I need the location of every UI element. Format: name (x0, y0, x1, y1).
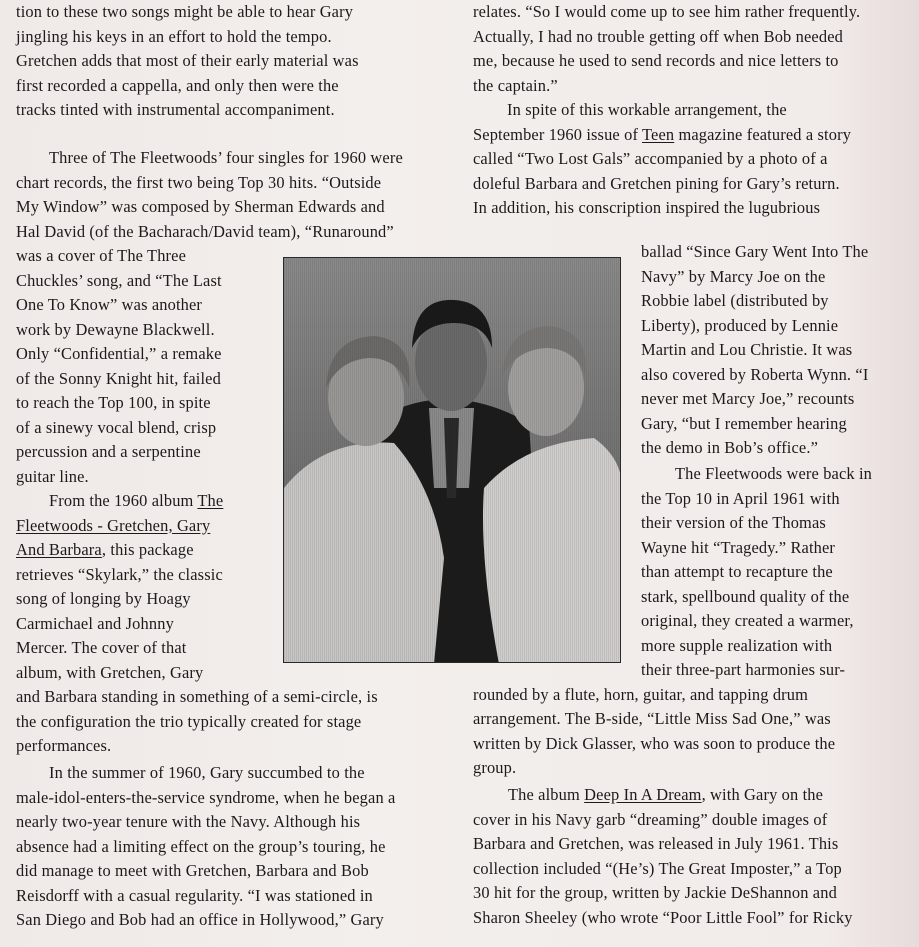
text-line: Hal David (of the Bacharach/David team), “Runaround” (16, 221, 394, 241)
text-line: more supple realization with (641, 635, 833, 655)
text-line: Navy” by Marcy Joe on the (641, 266, 826, 286)
text-line: absence had a limiting effect on the group’s touring, he (16, 836, 386, 856)
text-line: album, with Gretchen, Gary (16, 662, 204, 682)
band-photo (283, 257, 621, 663)
text-line: Wayne hit “Tragedy.” Rather (641, 537, 836, 557)
text-line: Mercer. The cover of that (16, 638, 187, 657)
text-line: male-idol-enters-the-service syndrome, when he began a (16, 787, 396, 807)
text-line: guitar line. (16, 466, 89, 486)
text-line: tracks tinted with instrumental accompaniment. (16, 100, 335, 119)
text-line: In spite of this workable arrangement, the (507, 100, 787, 119)
text-line: did manage to meet with Gretchen, Barbara and Bob (16, 861, 369, 880)
text-line: percussion and a serpentine (16, 442, 201, 461)
text-line (16, 538, 194, 563)
text-line: San Diego and Bob had an office in Hollywood,” Gary (16, 910, 384, 929)
album-title: And Barbara (16, 540, 102, 559)
text-line: relates. “So I would come up to see him rather frequently. (473, 2, 861, 21)
text-fragment: , with Gary on the (701, 785, 824, 804)
text-line: jingling his keys in an effort to hold the tempo. (16, 26, 332, 46)
text-line: first recorded a cappella, and only then were the (16, 75, 339, 95)
text-line (473, 123, 851, 148)
text-line: collection included “(He’s) The Great Imposter,” a Top (473, 858, 842, 878)
text-line: called “Two Lost Gals” accompanied by a photo of a (473, 149, 828, 168)
text-line: Only “Confidential,” a remake (16, 344, 222, 363)
album-title: The (197, 491, 224, 510)
text-line: Liberty), produced by Lennie (641, 315, 839, 335)
text-line: Chuckles’ song, and “The Last (16, 270, 222, 290)
text-line: Robbie label (distributed by (641, 291, 829, 310)
text-line: rounded by a flute, horn, guitar, and tapping drum (473, 684, 809, 704)
text-line: nearly two-year tenure with the Navy. Although his (16, 812, 361, 831)
text-line: Actually, I had no trouble getting off when Bob needed (473, 26, 843, 46)
text-line: also covered by Roberta Wynn. “I (641, 364, 869, 384)
text-line: of a sinewy vocal blend, crisp (16, 417, 217, 437)
text-line: than attempt to recapture the (641, 562, 833, 581)
text-line: song of longing by Hoagy (16, 589, 191, 608)
text-line: was a cover of The Three (16, 246, 187, 265)
text-line: doleful Barbara and Gretchen pining for Gary’s return. (473, 173, 840, 193)
text-line: never met Marcy Joe,” recounts (641, 389, 855, 408)
text-line: ballad “Since Gary Went Into The (641, 242, 869, 261)
text-fragment: this package (110, 540, 194, 559)
text-line: Barbara and Gretchen, was released in July 1961. This (473, 834, 839, 853)
album-title: Deep In A Dream (584, 785, 702, 804)
album-title: Fleetwoods - Gretchen, Gary (16, 515, 211, 535)
text-line: tion to these two songs might be able to hear Gary (16, 2, 354, 21)
text-line: the demo in Bob’s office.” (641, 438, 819, 457)
text-line: the Top 10 in April 1961 with (641, 488, 840, 508)
text-line: work by Dewayne Blackwell. (16, 319, 215, 339)
text-line: In addition, his conscription inspired the lugubrious (473, 198, 821, 217)
text-line (49, 489, 223, 514)
text-line: chart records, the first two being Top 30 hits. “Outside (16, 172, 382, 192)
band-photo-illustration (284, 258, 621, 663)
text-line: In the summer of 1960, Gary succumbed to the (49, 763, 365, 782)
text-line: to reach the Top 100, in spite (16, 393, 211, 412)
text-line: original, they created a warmer, (641, 611, 854, 630)
text-line: me, because he used to send records and nice letters to (473, 51, 839, 70)
text-line (508, 783, 823, 808)
text-line: their version of the Thomas (641, 513, 826, 532)
text-fragment: From the 1960 album (49, 491, 198, 510)
text-line: written by Dick Glasser, who was soon to produce the (473, 733, 836, 753)
text-fragment: September 1960 issue of (473, 124, 643, 144)
text-line: Carmichael and Johnny (16, 613, 174, 633)
text-line: cover in his Navy garb “dreaming” double images of (473, 809, 828, 829)
text-line: Gary, “but I remember hearing (641, 413, 847, 433)
text-fragment: The album (508, 785, 585, 804)
magazine-title: Teen (642, 124, 675, 144)
text-line: Sharon Sheeley (who wrote “Poor Little Fool” for Ricky (473, 907, 853, 927)
text-line: group. (473, 758, 517, 777)
text-line: Three of The Fleetwoods’ four singles for 1960 were (49, 148, 403, 167)
text-line: 30 hit for the group, written by Jackie DeShannon and (473, 883, 837, 902)
text-line: retrieves “Skylark,” the classic (16, 564, 223, 584)
text-fragment: , (101, 540, 111, 559)
text-line: Reisdorff with a casual regularity. “I was stationed in (16, 885, 373, 905)
text-line: stark, spellbound quality of the (641, 586, 850, 606)
text-line: My Window” was composed by Sherman Edwards and (16, 197, 385, 216)
text-line: One To Know” was another (16, 295, 203, 314)
text-line: and Barbara standing in something of a semi-circle, is (16, 687, 378, 706)
text-line: performances. (16, 736, 112, 755)
text-line: arrangement. The B-side, “Little Miss Sad One,” was (473, 709, 831, 728)
photo-scanlines (284, 258, 621, 663)
text-line: The Fleetwoods were back in (675, 464, 873, 483)
text-line: the captain.” (473, 75, 558, 95)
text-line: of the Sonny Knight hit, failed (16, 368, 221, 388)
text-line: their three-part harmonies sur- (641, 660, 846, 679)
text-line: the configuration the trio typically created for stage (16, 711, 362, 731)
text-line: Martin and Lou Christie. It was (641, 340, 853, 359)
text-line: Gretchen adds that most of their early material was (16, 51, 359, 70)
text-fragment: magazine featured a story (674, 124, 852, 144)
text-line (16, 514, 210, 539)
